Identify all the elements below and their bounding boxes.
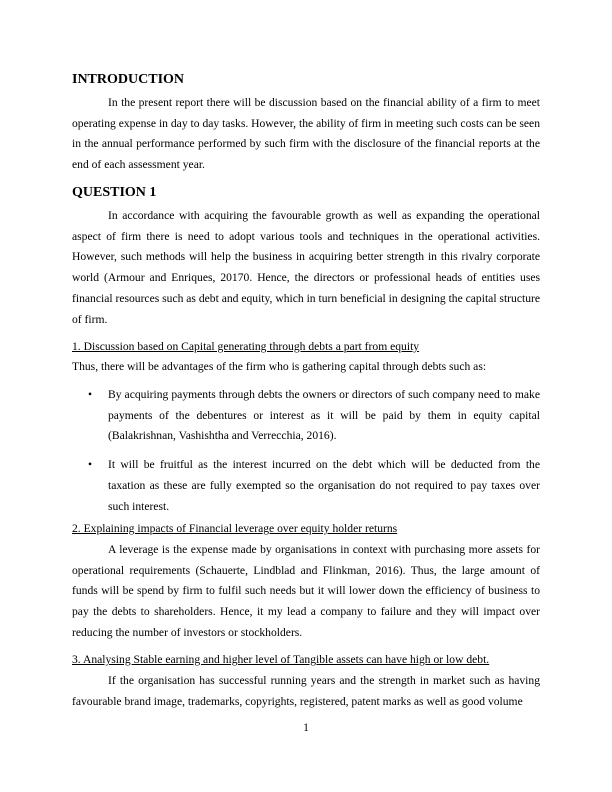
section-2-title: 2. Explaining impacts of Financial leverage over equity holder returns: [72, 522, 398, 535]
bullet-text: It will be fruitful as the interest incurred on the debt which will be deducted from the taxation as these are fully exempted so the organisation do not required to pay taxes over such interest.: [108, 458, 540, 513]
bullet-item: [72, 385, 540, 447]
section-1-title: 1. Discussion based on Capital generating through debts a part from equity: [72, 340, 420, 353]
section-1-bullet-list: [72, 385, 540, 517]
page-number: 1: [303, 721, 309, 734]
section-3-title: 3. Analysing Stable earning and higher level of Tangible assets can have high or low debt.: [72, 653, 490, 666]
intro-paragraph: In the present report there will be discussion based on the financial ability of a firm to meet operating expense in day to day tasks. However, the ability of firm in meeting such costs can be seen in the annual performance performed by such firm with the disclosure of the financial reports at the end of each assessment year.: [72, 96, 540, 172]
bullet-icon: •: [88, 388, 93, 401]
bullet-item: [72, 455, 540, 517]
section-2-paragraph: A leverage is the expense made by organisations in context with purchasing more assets for operational requirements (Schauerte, Lindblad and Flinkman, 2016). Thus, the large amount of funds will be spend by firm to fulfil such needs but it will lower down the efficiency of business to pay the debts to shareholders. Hence, it my lead a company to failure and they will impact over reducing the number of investors or stockholders.: [72, 543, 540, 639]
bullet-text: By acquiring payments through debts the owners or directors of such company need to make payments of the debentures or interest as it will be paid by them in equity capital (Balakrishnan, Vashishtha and Verrecchia, 2016).: [108, 388, 540, 443]
question-1-heading: QUESTION 1: [72, 185, 157, 200]
section-1-lead: Thus, there will be advantages of the firm who is gathering capital through debts such as:: [72, 360, 487, 373]
section-3-paragraph: If the organisation has successful running years and the strength in market such as having favourable brand image, trademarks, copyrights, registered, patent marks as well as good volume: [72, 674, 540, 708]
question-1-paragraph: In accordance with acquiring the favourable growth as well as expanding the operational aspect of firm there is need to adopt various tools and techniques in the operational activities. However, such methods will help the business in acquiring better strength in this rivalry corporate world (Armour and Enriques, 20170. Hence, the directors or professional heads of entities uses financial resources such as debt and equity, which in turn beneficial in designing the capital structure of firm.: [72, 209, 540, 326]
bullet-icon: •: [88, 458, 93, 472]
intro-heading: INTRODUCTION: [72, 72, 185, 87]
